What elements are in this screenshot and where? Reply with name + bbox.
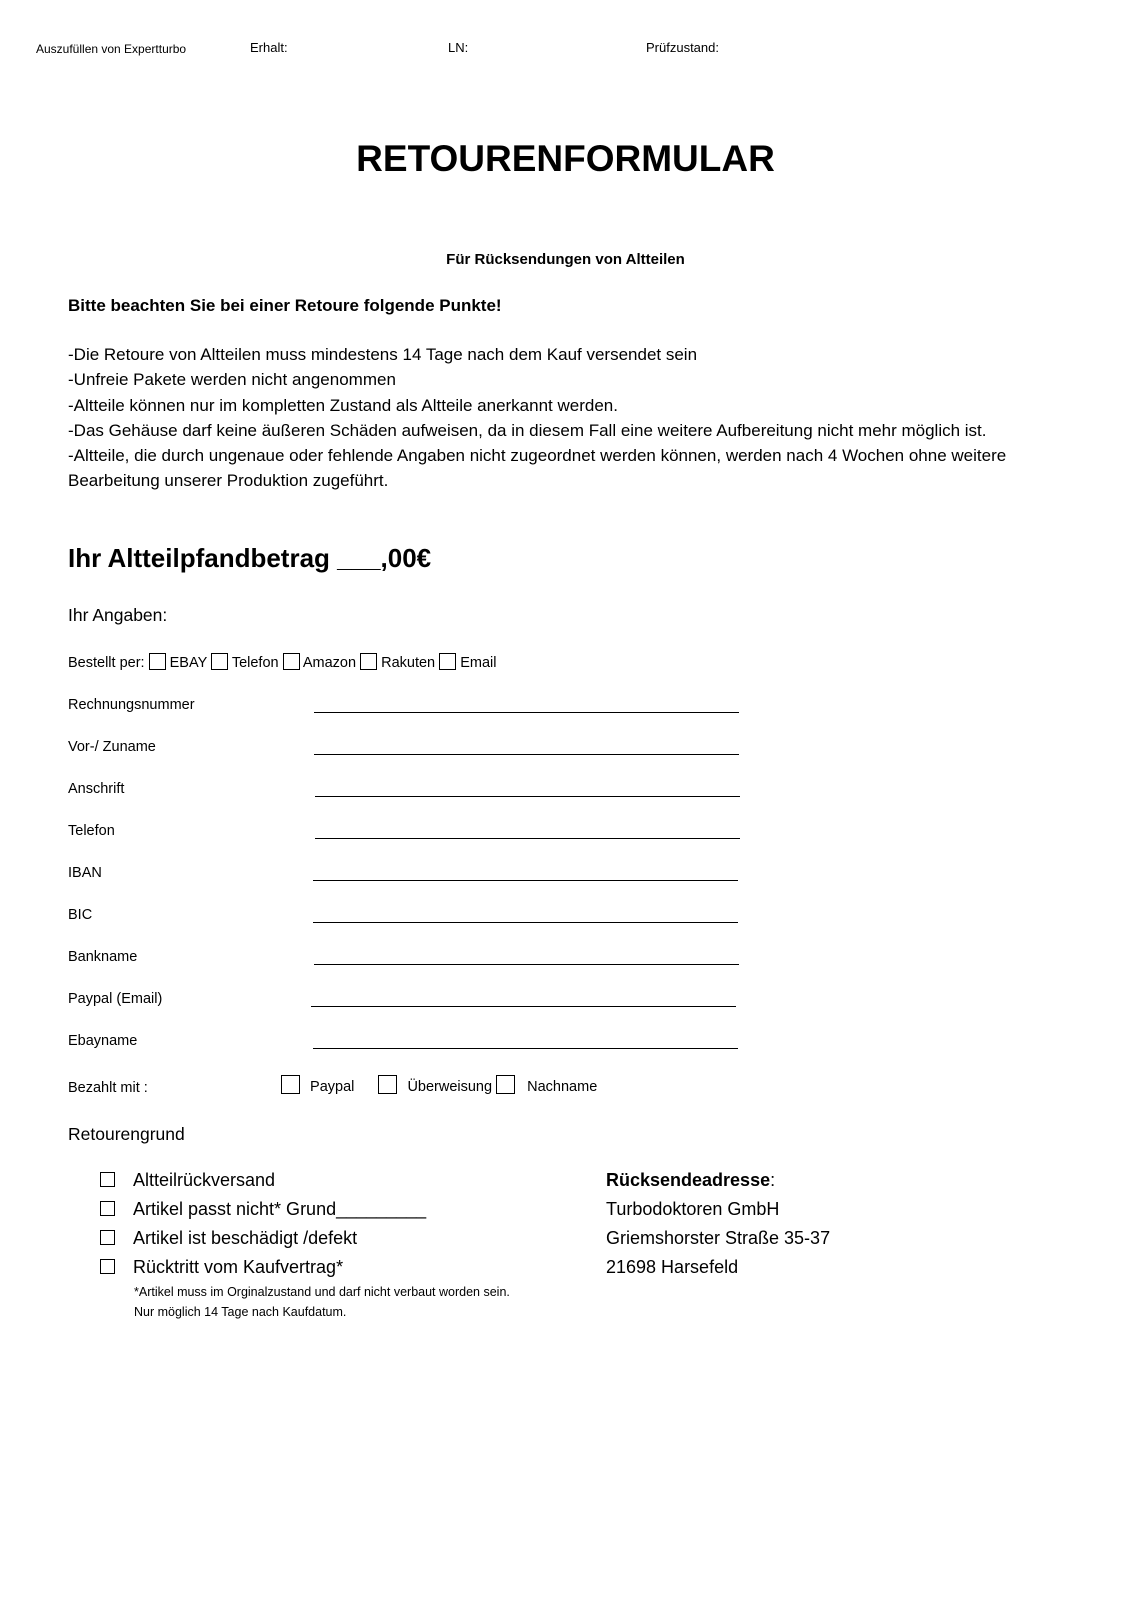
- reason-item[interactable]: [100, 1199, 426, 1220]
- received-label: Erhalt:: [250, 40, 288, 55]
- checkbox-amazon[interactable]: [283, 653, 300, 670]
- field-label: Rechnungsnummer: [68, 697, 195, 713]
- rules-list: [68, 342, 1028, 494]
- reason-label: Artikel ist beschädigt /defekt: [133, 1228, 358, 1248]
- ordered-via-row: [68, 653, 496, 671]
- deposit-amount: Ihr Altteilpfandbetrag ___,00€: [68, 543, 432, 573]
- option-label: Email: [460, 655, 497, 671]
- iban-field[interactable]: [313, 880, 738, 881]
- field-label: Telefon: [68, 823, 115, 839]
- address-line: 21698 Harsefeld: [606, 1257, 739, 1277]
- subtitle: Für Rücksendungen von Altteilen: [446, 251, 685, 268]
- checkbox[interactable]: [100, 1172, 115, 1187]
- footnote: Nur möglich 14 Tage nach Kaufdatum.: [134, 1305, 347, 1319]
- checkbox[interactable]: [100, 1230, 115, 1245]
- bank-name-field[interactable]: [314, 964, 739, 965]
- field-label: BIC: [68, 907, 93, 923]
- checkbox-paypal[interactable]: [281, 1075, 300, 1094]
- field-label: Anschrift: [68, 781, 125, 797]
- rule: -Altteile können nur im kompletten Zustand als Altteile anerkannt werden.: [68, 395, 618, 415]
- heading-colon: :: [770, 1170, 776, 1190]
- reason-item[interactable]: [100, 1170, 275, 1191]
- checkbox-email[interactable]: [439, 653, 456, 670]
- condition-label: Prüfzustand:: [646, 40, 719, 55]
- address-line: Turbodoktoren GmbH: [606, 1199, 780, 1219]
- address-field[interactable]: [315, 796, 740, 797]
- footnote: *Artikel muss im Orginalzustand und darf nicht verbaut worden sein.: [134, 1285, 510, 1299]
- field-label: Bankname: [68, 949, 138, 965]
- your-details-heading: Ihr Angaben:: [68, 605, 168, 625]
- page-title: RETOURENFORMULAR: [356, 138, 775, 179]
- option-label: Telefon: [231, 655, 279, 671]
- checkbox-nachname[interactable]: [496, 1075, 515, 1094]
- option-label: EBAY: [169, 655, 207, 671]
- option-label: Überweisung: [407, 1079, 493, 1095]
- phone-field[interactable]: [315, 838, 740, 839]
- return-address-heading: [606, 1170, 775, 1191]
- checkbox[interactable]: [100, 1201, 115, 1216]
- checkbox[interactable]: [100, 1259, 115, 1274]
- rule: -Altteile, die durch ungenaue oder fehlende Angaben nicht zugeordnet werden können, werden nach 4 Wochen ohne weitere Bearbeitung unserer Produktion zugeführt.: [68, 446, 1007, 491]
- option-label: Nachname: [527, 1079, 598, 1095]
- reason-item[interactable]: [100, 1228, 357, 1249]
- paypal-email-field[interactable]: [311, 1006, 736, 1007]
- heading-text: Rücksendeadresse: [606, 1170, 771, 1190]
- rechnungsnummer-field[interactable]: [314, 712, 739, 713]
- address-line: Griemshorster Straße 35-37: [606, 1228, 831, 1248]
- reason-label: Artikel passt nicht* Grund_________: [133, 1199, 427, 1219]
- field-label: Ebayname: [68, 1033, 138, 1049]
- checkbox-ueberweisung[interactable]: [378, 1075, 397, 1094]
- bic-field[interactable]: [313, 922, 738, 923]
- rule: -Unfreie Pakete werden nicht angenommen: [68, 370, 396, 390]
- option-label: Rakuten: [381, 655, 436, 671]
- paid-with-label: Bezahlt mit :: [68, 1080, 148, 1096]
- checkbox-ebay[interactable]: [149, 653, 166, 670]
- option-label: Paypal: [310, 1079, 355, 1095]
- notice-heading: Bitte beachten Sie bei einer Retoure folgende Punkte!: [68, 296, 502, 315]
- fill-note: Auszufüllen von Expertturbo: [36, 42, 187, 56]
- ebay-name-field[interactable]: [313, 1048, 738, 1049]
- paid-with-options: [281, 1075, 597, 1095]
- reason-label: Rücktritt vom Kaufvertrag*: [133, 1257, 344, 1277]
- rule: -Das Gehäuse darf keine äußeren Schäden aufweisen, da in diesem Fall eine weitere Aufbereitung nicht mehr möglich ist.: [68, 420, 987, 440]
- name-field[interactable]: [314, 754, 739, 755]
- ordered-via-label: Bestellt per:: [68, 655, 145, 671]
- field-label: IBAN: [68, 865, 102, 881]
- return-reason-heading: Retourengrund: [68, 1124, 185, 1144]
- rule: -Die Retoure von Altteilen muss mindestens 14 Tage nach dem Kauf versendet sein: [68, 345, 698, 364]
- reason-item[interactable]: [100, 1257, 343, 1278]
- field-label: Paypal (Email): [68, 991, 163, 1007]
- field-label: Vor-/ Zuname: [68, 739, 156, 755]
- checkbox-rakuten[interactable]: [360, 653, 377, 670]
- option-label: Amazon: [302, 655, 357, 671]
- ln-label: LN:: [448, 40, 469, 55]
- checkbox-telefon[interactable]: [211, 653, 228, 670]
- reason-label: Altteilrückversand: [133, 1170, 276, 1190]
